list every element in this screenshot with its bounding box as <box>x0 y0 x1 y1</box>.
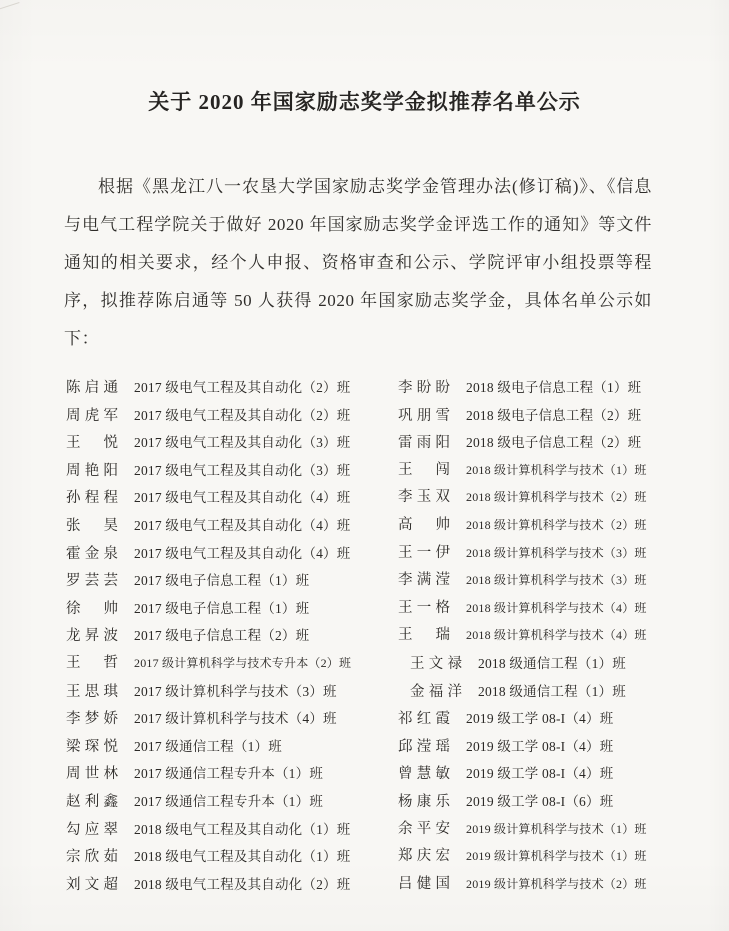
class-label: 2018 级计算机科学与技术（2）班 <box>466 517 647 532</box>
student-name: 吕健国 <box>398 875 450 892</box>
class-label: 2018 级计算机科学与技术（4）班 <box>466 600 647 615</box>
student-name: 霍金泉 <box>66 545 118 562</box>
class-label: 2018 级电子信息工程（1）班 <box>466 380 642 395</box>
class-label: 2019 级计算机科学与技术（1）班 <box>466 821 647 836</box>
student-name: 周艳阳 <box>66 462 118 479</box>
document-paragraph: 根据《黑龙江八一农垦大学国家励志奖学金管理办法(修订稿)》、《信息与电气工程学院关于做好 2020 年国家励志奖学金评选工作的通知》等文件通知的相关要求，经个人申报、资格审查和公示、学院评审小组投票等程序，拟推荐陈启通等 50 人获得 2020 年国家励志奖学金，具体名单公示如下： <box>64 177 652 348</box>
roster-row <box>398 484 718 512</box>
student-name: 李玉双 <box>398 489 450 506</box>
roster-row <box>66 871 396 899</box>
roster-column-right <box>398 374 718 898</box>
student-name: 张昊 <box>66 517 118 534</box>
roster-row <box>66 678 396 706</box>
student-name: 梁琛悦 <box>66 738 118 755</box>
class-label: 2019 级计算机科学与技术（2）班 <box>466 876 647 891</box>
roster-row <box>66 788 396 816</box>
class-label: 2017 级通信工程专升本（1）班 <box>134 766 324 782</box>
student-name: 邱滢瑶 <box>398 738 450 755</box>
class-label: 2017 级计算机科学与技术（4）班 <box>134 711 337 727</box>
student-name: 王思琪 <box>66 683 118 700</box>
roster-row <box>398 540 718 568</box>
roster-row <box>66 622 396 650</box>
roster-row <box>398 760 718 788</box>
class-label: 2017 级通信工程（1）班 <box>134 738 282 754</box>
student-name: 徐帅 <box>66 600 118 617</box>
roster-row <box>66 595 396 623</box>
roster-row <box>398 705 718 733</box>
roster-row <box>66 484 396 512</box>
class-label: 2018 级计算机科学与技术（4）班 <box>466 628 647 643</box>
roster-row <box>398 816 718 844</box>
roster-row <box>66 843 396 871</box>
student-name: 刘文超 <box>66 876 118 893</box>
roster-row <box>398 457 718 485</box>
class-label: 2017 级通信工程专升本（1）班 <box>134 793 324 809</box>
roster-row <box>66 429 396 457</box>
class-label: 2017 级电气工程及其自动化（4）班 <box>134 517 351 533</box>
class-label: 2018 级电气工程及其自动化（1）班 <box>134 821 351 837</box>
student-name: 周世林 <box>66 766 118 783</box>
class-label: 2019 级工学 08-I（4）班 <box>466 711 614 727</box>
class-label: 2017 级电气工程及其自动化（4）班 <box>134 490 351 506</box>
student-name: 金福洋 <box>410 683 462 700</box>
roster-row <box>66 402 396 430</box>
roster <box>66 374 729 898</box>
class-label: 2018 级电气工程及其自动化（1）班 <box>134 849 351 865</box>
class-label: 2018 级计算机科学与技术（3）班 <box>466 573 647 588</box>
roster-row <box>398 595 718 623</box>
roster-row <box>66 374 396 402</box>
roster-row <box>66 650 396 678</box>
roster-row <box>398 512 718 540</box>
roster-row <box>398 871 718 899</box>
student-name: 祁红霞 <box>398 711 450 728</box>
student-name: 陈启通 <box>66 380 118 396</box>
class-label: 2018 级计算机科学与技术（2）班 <box>466 490 647 505</box>
class-label: 2019 级工学 08-I（6）班 <box>466 793 614 809</box>
student-name: 王一格 <box>398 599 450 616</box>
class-label: 2018 级计算机科学与技术（3）班 <box>466 545 647 560</box>
student-name: 王一伊 <box>398 544 450 561</box>
class-label: 2017 级电气工程及其自动化（2）班 <box>134 380 351 395</box>
student-name: 孙程程 <box>66 490 118 507</box>
student-name: 李满滢 <box>398 572 450 589</box>
student-name: 高帅 <box>398 516 450 533</box>
student-name: 罗芸芸 <box>66 573 118 590</box>
roster-row <box>398 843 718 871</box>
roster-row <box>398 650 718 678</box>
student-name: 李盼盼 <box>398 380 450 396</box>
class-label: 2019 级工学 08-I（4）班 <box>466 738 614 754</box>
roster-row <box>66 540 396 568</box>
student-name: 王悦 <box>66 435 118 452</box>
roster-row <box>398 402 718 430</box>
roster-row <box>66 457 396 485</box>
roster-row <box>66 567 396 595</box>
roster-column-left <box>66 374 396 898</box>
class-label: 2017 级电气工程及其自动化（4）班 <box>134 545 351 561</box>
student-name: 周虎军 <box>66 407 118 424</box>
roster-row <box>398 733 718 761</box>
student-name: 勾应翠 <box>66 821 118 838</box>
student-name: 郑庆宏 <box>398 848 450 865</box>
roster-row <box>398 678 718 706</box>
class-label: 2018 级计算机科学与技术（1）班 <box>466 462 647 477</box>
class-label: 2017 级电子信息工程（1）班 <box>134 600 310 616</box>
document-title: 关于 2020 年国家励志奖学金拟推荐名单公示 <box>148 90 581 114</box>
roster-row <box>66 733 396 761</box>
student-name: 王哲 <box>66 654 118 671</box>
student-name: 李梦娇 <box>66 711 118 728</box>
roster-row <box>398 374 718 402</box>
class-label: 2017 级电气工程及其自动化（3）班 <box>134 462 351 478</box>
student-name: 杨康乐 <box>398 793 450 810</box>
class-label: 2017 级计算机科学与技术（3）班 <box>134 683 337 699</box>
roster-row <box>66 705 396 733</box>
student-name: 巩朋雪 <box>398 407 450 424</box>
class-label: 2017 级电气工程及其自动化（3）班 <box>134 435 351 451</box>
roster-row <box>398 622 718 650</box>
roster-row <box>66 512 396 540</box>
student-name: 王文禄 <box>410 655 462 672</box>
student-name: 曾慧敏 <box>398 766 450 783</box>
student-name: 龙昇波 <box>66 628 118 645</box>
class-label: 2017 级电气工程及其自动化（2）班 <box>134 407 351 423</box>
roster-row <box>398 429 718 457</box>
class-label: 2019 级工学 08-I（4）班 <box>466 766 614 782</box>
student-name: 雷雨阳 <box>398 435 450 452</box>
class-label: 2018 级电子信息工程（2）班 <box>466 407 642 423</box>
class-label: 2018 级通信工程（1）班 <box>478 655 626 671</box>
student-name: 赵利鑫 <box>66 793 118 810</box>
student-name: 王瑞 <box>398 627 450 644</box>
roster-row <box>398 567 718 595</box>
class-label: 2018 级通信工程（1）班 <box>478 683 626 699</box>
class-label: 2017 级电子信息工程（2）班 <box>134 628 310 644</box>
roster-row <box>398 788 718 816</box>
roster-row <box>66 816 396 844</box>
roster-row <box>66 760 396 788</box>
student-name: 宗欣茹 <box>66 849 118 866</box>
class-label: 2017 级计算机科学与技术专升本（2）班 <box>134 655 352 670</box>
student-name: 余平安 <box>398 820 450 837</box>
student-name: 王闯 <box>398 461 450 478</box>
class-label: 2019 级计算机科学与技术（1）班 <box>466 849 647 864</box>
class-label: 2017 级电子信息工程（1）班 <box>134 573 310 589</box>
class-label: 2018 级电气工程及其自动化（2）班 <box>134 876 351 892</box>
class-label: 2018 级电子信息工程（2）班 <box>466 435 642 451</box>
